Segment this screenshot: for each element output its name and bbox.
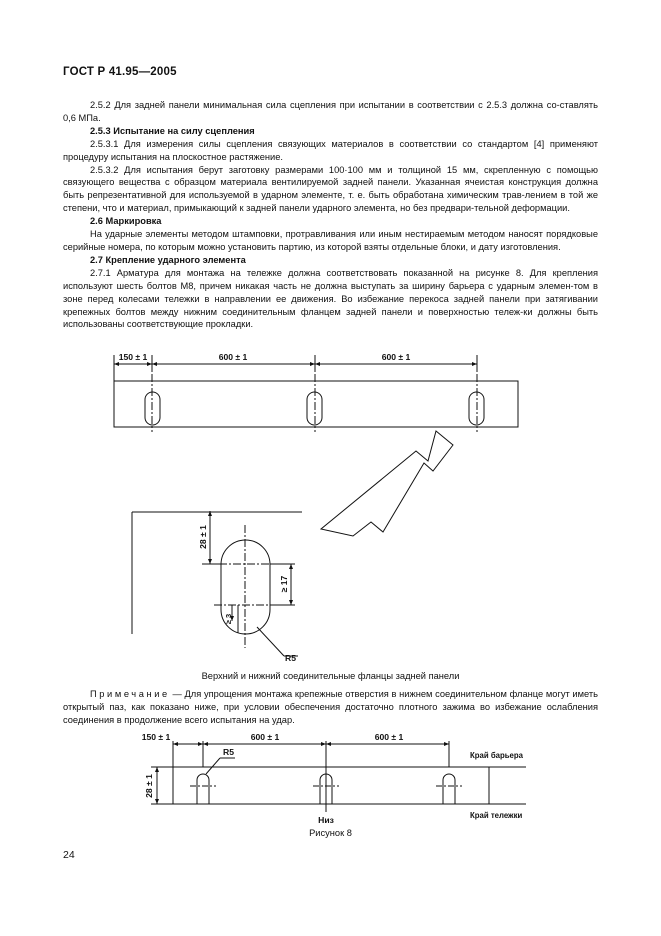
flange-strip-top	[114, 381, 518, 427]
dim-label: 600 ± 1	[381, 352, 411, 362]
dim-label: 28 ± 1	[198, 525, 208, 549]
paragraph: 2.5.3.1 Для измерения силы сцепления связующих материалов в соответствии со стандартом [4] применяют процедуру испытания на плоскостное растяжение.	[63, 138, 598, 162]
figure-subcaption: Верхний и нижний соединительные фланцы задней панели	[201, 671, 460, 681]
edge-label-barrier: Край барьера	[470, 751, 523, 760]
radius-label: R5	[223, 747, 234, 757]
section-heading: 2.7 Крепление ударного элемента	[90, 254, 246, 265]
center-label: Низ	[318, 815, 334, 825]
paragraph: 2.7.1 Арматура для монтажа на тележке должна соответствовать показанной на рисунке 8. Для крепления используют шесть болтов М8, причем никакая часть не должна выступать за ширину барьера с ударным элемен-том в зоне перед колесами тележки в направлении ее движения. Во избежание перекоса задней панели при затягивании крепежных болтов между нижним соединительным фланцем задней панели и поверхностью тележ-ки должны быть использованы соответствующие прокладки.	[63, 267, 598, 330]
paragraph: 2.5.3.2 Для испытания берут заготовку размерами 100·100 мм и толщиной 15 мм, скрепленную с помощью связующего вещества с образцом материала вентилируемой задней панели. Указанная ячеистая конструкция должна быть репрезентативной для используемой в ударном элементе, т. е. быть обработана химическим трав-лением в той же степени, что и материал, примыкающий к задней панели ударного элемента, но без предвари-тельной деформации.	[63, 164, 598, 214]
dim-label: 600 ± 1	[374, 732, 404, 742]
direction-arrow	[321, 431, 453, 536]
page-number: 24	[63, 849, 75, 861]
dim-label: ≥ 3	[224, 613, 233, 625]
dim-label: ≥ 17	[279, 575, 289, 593]
paragraph: На ударные элементы методом штамповки, протравливания или иным нестираемым методом наносят порядковые серийные номера, по которым можно установить партию, из которой взяты отдельные блоки, и дату изготовления.	[63, 229, 598, 252]
note	[63, 688, 598, 727]
section-heading: 2.5.3 Испытание на силу сцепления	[90, 125, 255, 136]
dim-label: 150 ± 1	[118, 352, 148, 362]
document-header: ГОСТ Р 41.95—2005	[63, 66, 177, 78]
note-label: Примечание	[90, 689, 170, 699]
note-text: — Для упрощения монтажа крепежные отверстия в нижнем соединительном фланце могут иметь открытый паз, как показано ниже, при условии обеспечения достаточно плотного зажима во избежание ослабления соединения в продолжение всего испытания на удар.	[63, 689, 598, 725]
edge-label-trolley: Край тележки	[470, 811, 523, 820]
radius-label: R5	[285, 653, 296, 663]
dim-label: 600 ± 1	[250, 732, 280, 742]
section-heading: 2.6 Маркировка	[90, 216, 162, 227]
dim-label: 150 ± 1	[141, 732, 171, 742]
open-slot	[197, 774, 209, 804]
paragraph: 2.5.2 Для задней панели минимальная сила сцепления при испытании в соответствии с 2.5.3 должна со-ставлять 0,6 МПа.	[63, 100, 598, 123]
dim-label: 28 ± 1	[144, 774, 154, 798]
dim-label: 600 ± 1	[218, 352, 248, 362]
open-slot	[443, 774, 455, 804]
figure-caption: Рисунок 8	[309, 828, 352, 838]
